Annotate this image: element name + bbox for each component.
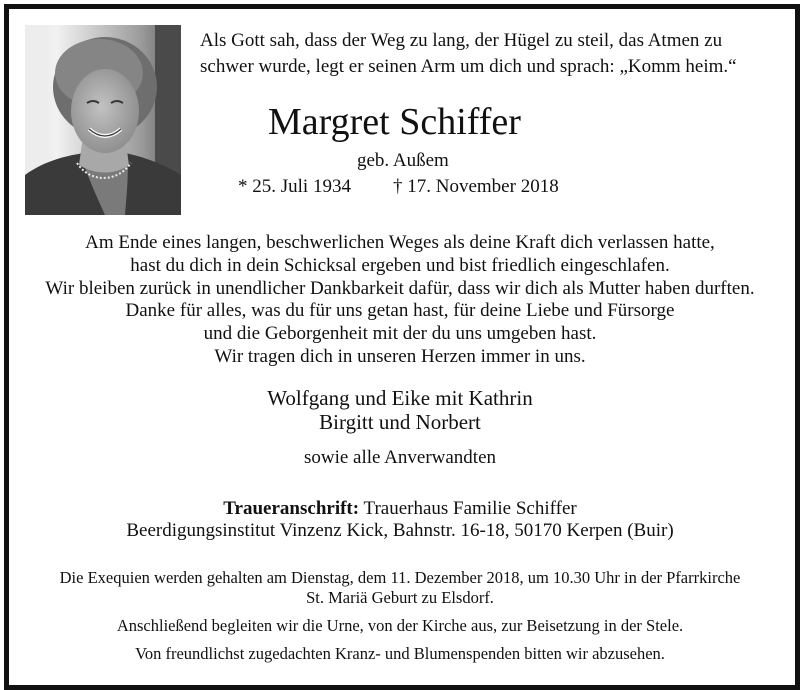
memorial-text-line: hast du dich in dein Schicksal ergeben und bist friedlich eingeschlafen. [130,254,670,276]
memorial-text-line: Danke für alles, was du für uns getan hast, für deine Liebe und Fürsorge [125,300,675,322]
opening-quote [200,28,770,80]
mourner-line: Wolfgang und Eike mit Kathrin [267,386,533,410]
mourners [0,386,800,434]
funeral-notices [0,568,800,664]
quote-line: Als Gott sah, dass der Weg zu lang, der Hügel zu steil, das Atmen zu [200,30,723,51]
portrait-illustration [25,25,181,215]
address-line-1 [0,498,800,520]
memorial-text-line: Am Ende eines langen, beschwerlichen Weges als deine Kraft dich verlassen hatte, [85,232,715,253]
birth-date: * 25. Juli 1934 [238,176,351,197]
life-dates [238,176,559,198]
mourner-line: Birgitt und Norbert [319,410,481,434]
address-house: Trauerhaus Familie Schiffer [363,498,577,519]
death-date: † 17. November 2018 [393,176,559,197]
maiden-name: geb. Außem [357,150,449,171]
deceased-name: Margret Schiffer [268,101,521,143]
exequies-line: Die Exequien werden gehalten am Dienstag, dem 11. Dezember 2018, um 10.30 Uhr in der Pfarrkirche [59,568,741,587]
address-label: Traueranschrift: [223,498,360,519]
memorial-text-line: und die Geborgenheit mit der du uns umgeben hast. [203,323,597,345]
address-line-2: Beerdigungsinstitut Vinzenz Kick, Bahnstr. 16-18, 50170 Kerpen (Buir) [126,520,674,541]
memorial-text-line: Wir bleiben zurück in unendlicher Dankbarkeit dafür, dass wir dich als Mutter haben durften. [45,277,755,299]
quote-line: schwer wurde, legt er seinen Arm um dich und sprach: „Komm heim.“ [200,56,737,77]
exequies-line: St. Mariä Geburt zu Elsdorf. [306,588,494,607]
memorial-text-line: Wir tragen dich in unseren Herzen immer in uns. [214,345,586,367]
memorial-text [0,232,800,369]
urn-notice: Anschließend begleiten wir die Urne, von der Kirche aus, zur Beisetzung in der Stele. [116,616,684,635]
relatives-line: sowie alle Anverwandten [303,447,497,468]
flowers-notice: Von freundlichst zugedachten Kranz- und Blumenspenden bitten wir abzusehen. [135,644,665,663]
mourning-address [0,498,800,542]
portrait-photo [25,25,181,215]
